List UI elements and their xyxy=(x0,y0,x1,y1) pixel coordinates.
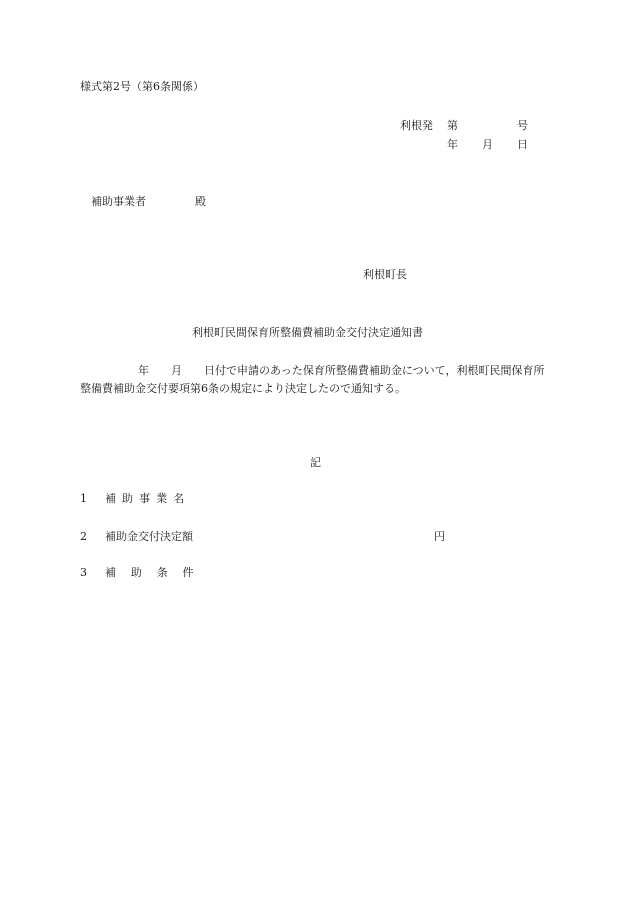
body-paragraph: 年 月 日付で申請のあった保育所整備費補助金について，利根町民間保育所整備費補助金交付要項第6条の規定により決定したので通知する。 xyxy=(80,364,545,395)
issuer-name: 利根町長 xyxy=(363,268,407,281)
amount-unit: 円 xyxy=(434,530,445,543)
doc-number-go: 号 xyxy=(517,119,528,132)
item-1 xyxy=(80,492,190,505)
recipient-label: 補助事業者 xyxy=(91,195,146,208)
item-number: 1 xyxy=(80,492,87,505)
date-year-label: 年 xyxy=(447,138,458,151)
doc-number-dai: 第 xyxy=(447,119,458,132)
date-day-label: 日 xyxy=(517,138,528,151)
item-number: 2 xyxy=(80,530,87,543)
date-month-label: 月 xyxy=(482,138,493,151)
recipient-honorific: 殿 xyxy=(195,195,206,208)
item-label: 補助条件 xyxy=(105,566,209,579)
item-3 xyxy=(80,566,208,579)
doc-number-prefix: 利根発 xyxy=(400,119,444,132)
item-number: 3 xyxy=(80,566,87,579)
document-title: 利根町民間保育所整備費補助金交付決定通知書 xyxy=(192,326,423,339)
item-2 xyxy=(80,530,193,543)
form-number: 様式第2号（第6条関係） xyxy=(80,80,204,93)
item-label: 補助金交付決定額 xyxy=(105,530,193,543)
item-label: 補助事業名 xyxy=(105,492,191,505)
ki-heading: 記 xyxy=(310,456,321,469)
